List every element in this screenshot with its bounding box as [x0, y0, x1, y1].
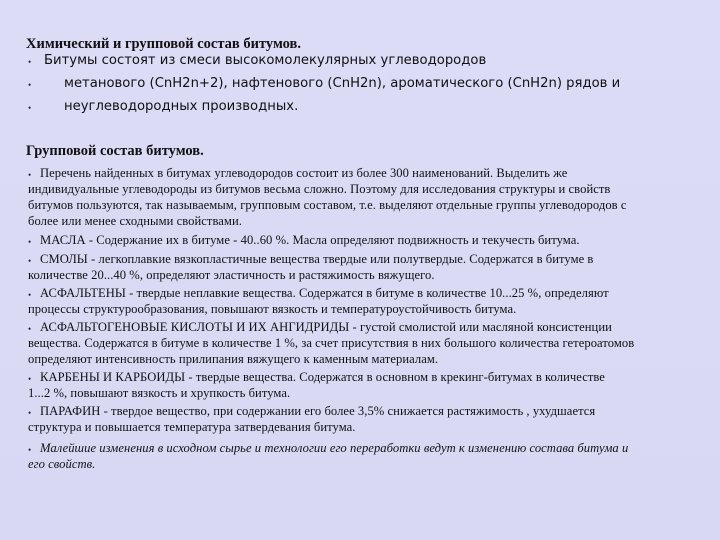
- intro-line-4: более или менее сходными свойствами.: [28, 214, 242, 228]
- bullet-marker: •: [28, 103, 32, 113]
- section1-line-1: Битумы состоят из смеси высокомолекулярных углеводородов: [44, 53, 487, 68]
- paraffin-line-1: ПАРАФИН - твердое вещество, при содержании его более 3,5% снижается растяжимость , ухудшается: [40, 404, 596, 418]
- resins-line-2: количестве 20...40 %, определяют эластичность и растяжимость вяжущего.: [28, 268, 435, 282]
- note-line-2: его свойств.: [28, 457, 96, 471]
- section1-title: Химический и групповой состав битумов.: [26, 36, 301, 52]
- section2-title: Групповой состав битумов.: [26, 143, 204, 159]
- asphaltenes-line-2: процессы структурообразования, повышают вязкость и температуроустойчивость битума.: [28, 302, 517, 316]
- bullet-marker: •: [28, 324, 32, 334]
- acids-line-3: определяют интенсивность прилипания вяжущего к каменным материалам.: [28, 352, 439, 366]
- carbenes-line-1: КАРБЕНЫ И КАРБОИДЫ - твердые вещества. Содержатся в основном в крекинг-битумах в количестве: [40, 370, 605, 384]
- carbenes-line-2: 1...2 %, повышают вязкость и хрупкость битума.: [28, 386, 291, 400]
- bullet-marker: •: [28, 374, 32, 384]
- bullet-marker: •: [28, 445, 32, 455]
- intro-line-3: битумов пользуются, так называемым, групповым составом, т.е. выделяют отдельные группы углеводородов с: [28, 198, 627, 212]
- bullet-marker: •: [28, 57, 32, 67]
- acids-line-1: АСФАЛЬТОГЕНОВЫЕ КИСЛОТЫ И ИХ АНГИДРИДЫ - густой смолистой или масляной консистенции: [40, 320, 612, 334]
- bullet-marker: •: [28, 408, 32, 418]
- intro-line-2: индивидуальные углеводороды из битумов весьма сложно. Поэтому для исследования структуры и свойств: [28, 182, 611, 196]
- oils-line-1: МАСЛА - Содержание их в битуме - 40..60 %. Масла определяют подвижность и текучесть битума.: [40, 233, 580, 247]
- paraffin-line-2: структура и повышается температура затвердевания битума.: [28, 420, 356, 434]
- bullet-marker: •: [28, 256, 32, 266]
- note-line-1: Малейшие изменения в исходном сырье и технологии его переработки ведут к изменению состава битума и: [40, 441, 629, 455]
- resins-line-1: СМОЛЫ - легкоплавкие вязкопластичные вещества твердые или полутвердые. Содержатся в битуме в: [40, 252, 594, 266]
- asphaltenes-line-1: АСФАЛЬТЕНЫ - твердые неплавкие вещества. Содержатся в битуме в количестве 10...25 %, определяют: [40, 286, 609, 300]
- bullet-marker: •: [28, 290, 32, 300]
- bullet-marker: •: [28, 237, 32, 247]
- bullet-marker: •: [28, 170, 32, 180]
- section1-line-2: метанового (CnH2n+2), нафтенового (CnH2n), ароматического (CnH2n) рядов и: [64, 76, 621, 91]
- acids-line-2: вещества. Содержатся в битуме в количестве 1 %, за счет присутствия в них большого количества гетероатомов: [28, 336, 635, 350]
- bullet-marker: •: [28, 80, 32, 90]
- section1-line-3: неуглеводородных производных.: [64, 99, 299, 114]
- intro-line-1: Перечень найденных в битумах углеводородов состоит из более 300 наименований. Выделить же: [40, 166, 568, 180]
